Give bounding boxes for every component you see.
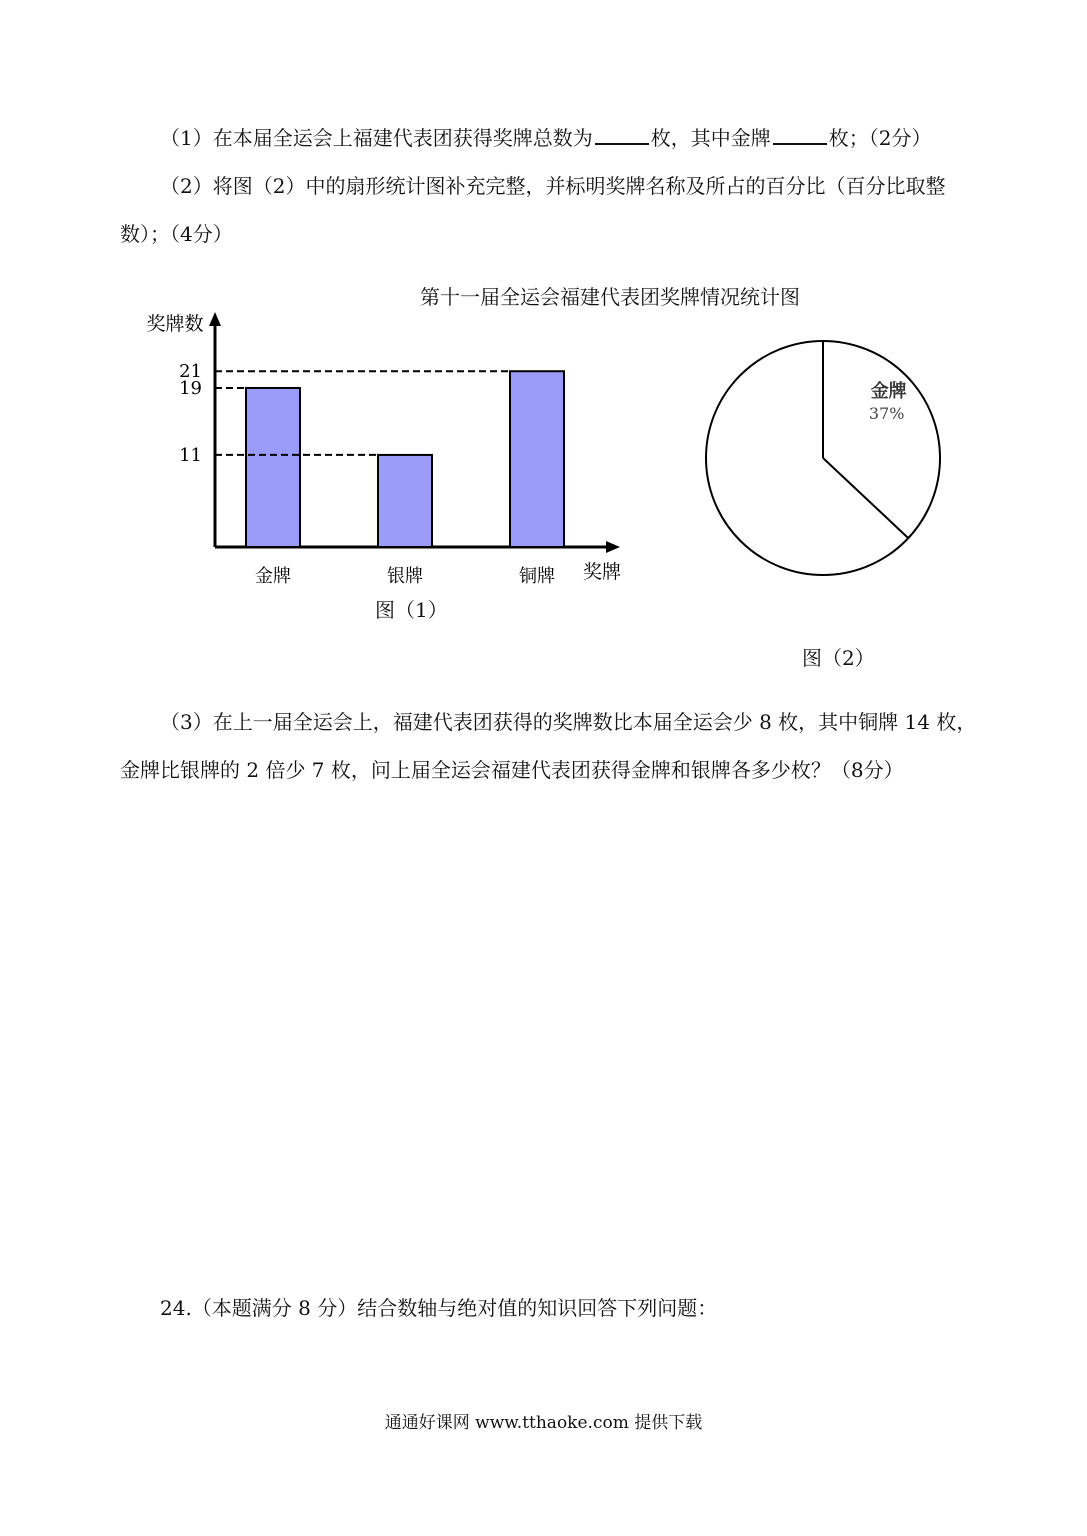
y-tick-label: 11 [179, 444, 202, 466]
bar-2 [378, 455, 432, 547]
slice-label: 金牌 [870, 380, 907, 402]
question-1-text-a: （1）在本届全运会上福建代表团获得奖牌总数为 [160, 126, 593, 150]
answer-blank-total[interactable] [595, 125, 649, 145]
y-tick-label: 19 [179, 377, 202, 399]
y-tick-label: 21 [179, 361, 202, 383]
y-axis-arrow [209, 312, 221, 326]
question-1-text-c: 枚；（2分） [828, 126, 932, 150]
question-3: （3）在上一届全运会上，福建代表团获得的奖牌数比本届全运会少 8 枚，其中铜牌 14 枚，金牌比银牌的 2 倍少 7 枚，问上届全运会福建代表团获得金牌和银牌各多少枚？（8分） [120, 710, 977, 782]
question-24: 24.（本题满分 8 分）结合数轴与绝对值的知识回答下列问题： [160, 1296, 718, 1320]
slice-percent: 37% [868, 403, 905, 423]
bar-3 [510, 371, 564, 547]
footer-credit: 通通好课网 www.tthaoke.com 提供下载 [384, 1413, 703, 1433]
chart-title: 第十一届全运会福建代表团奖牌情况统计图 [420, 285, 800, 309]
bar-1 [246, 388, 300, 547]
bar-chart [120, 290, 640, 630]
y-axis-label: 奖牌数 [146, 313, 204, 335]
figure-1-caption: 图（1） [375, 598, 448, 622]
pie-chart [690, 330, 960, 590]
answer-blank-gold[interactable] [773, 125, 827, 145]
category-label: 铜牌 [519, 566, 555, 587]
category-label: 金牌 [255, 566, 291, 587]
figure-2-caption: 图（2） [802, 646, 875, 670]
x-axis-arrow [606, 541, 620, 553]
question-1-text-b: 枚，其中金牌 [650, 126, 771, 150]
question-2: （2）将图（2）中的扇形统计图补充完整，并标明奖牌名称及所占的百分比（百分比取整数）；（4分） [120, 174, 946, 246]
x-axis-label: 奖牌 [582, 561, 622, 583]
question-1 [120, 114, 980, 162]
category-label: 银牌 [387, 566, 423, 587]
